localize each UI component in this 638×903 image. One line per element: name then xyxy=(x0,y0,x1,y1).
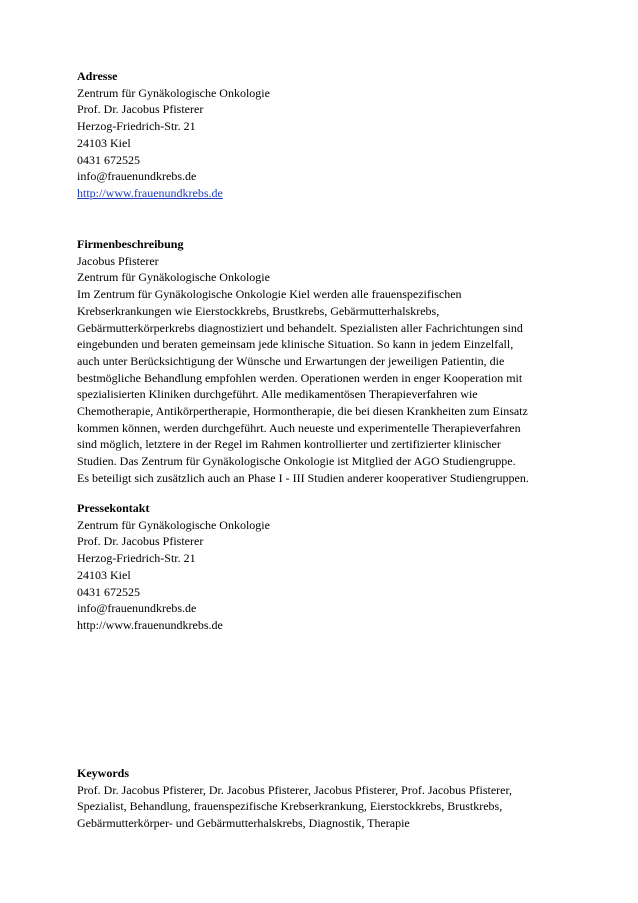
company-description-line: Jacobus Pfisterer xyxy=(77,253,159,268)
press-contact-section xyxy=(77,500,567,634)
company-description-line: kommen können, werden durchgeführt. Auch neueste und experimentelle Therapieverfahren xyxy=(77,420,521,435)
address-email: info@frauenundkrebs.de xyxy=(77,169,197,184)
press-contact-heading: Pressekontakt xyxy=(77,501,150,515)
company-description-line: Krebserkrankungen wie Eierstockkrebs, Brustkrebs, Gebärmutterhalskrebs, xyxy=(77,303,440,318)
press-contact-phone: 0431 672525 xyxy=(77,584,140,599)
address-org: Zentrum für Gynäkologische Onkologie xyxy=(77,85,270,100)
press-contact-email: info@frauenundkrebs.de xyxy=(77,601,197,616)
company-description-line: Gebärmutterkörperkrebs diagnostiziert und behandelt. Spezialisten aller Fachrichtungen sind xyxy=(77,320,523,335)
company-description-line: Studien. Das Zentrum für Gynäkologische Onkologie ist Mitglied der AGO Studiengruppe. xyxy=(77,454,516,469)
press-contact-city: 24103 Kiel xyxy=(77,567,131,582)
company-description-line: Es beteiligt sich zusätzlich auch an Phase I - III Studien anderer kooperativer Studiengruppen. xyxy=(77,470,529,485)
press-contact-person: Prof. Dr. Jacobus Pfisterer xyxy=(77,534,204,549)
press-contact-website: http://www.frauenundkrebs.de xyxy=(77,617,223,632)
company-description-line: auch unter Berücksichtigung der Wünsche und Erwartungen der jeweiligen Patientin, die xyxy=(77,353,505,368)
keywords-heading: Keywords xyxy=(77,766,129,780)
company-description-heading: Firmenbeschreibung xyxy=(77,237,184,251)
address-street: Herzog-Friedrich-Str. 21 xyxy=(77,119,196,134)
address-phone: 0431 672525 xyxy=(77,152,140,167)
press-contact-street: Herzog-Friedrich-Str. 21 xyxy=(77,551,196,566)
press-contact-org: Zentrum für Gynäkologische Onkologie xyxy=(77,517,270,532)
company-description-line: spezialisierten Kliniken durchgeführt. Alle medikamentösen Therapieverfahren wie xyxy=(77,387,478,402)
company-description-line: sind möglich, letztere in der Regel im Rahmen kontrollierter und zertifizierter klinischer xyxy=(77,437,501,452)
company-description-line: Zentrum für Gynäkologische Onkologie xyxy=(77,270,270,285)
address-website-link[interactable]: http://www.frauenundkrebs.de xyxy=(77,185,223,200)
address-city: 24103 Kiel xyxy=(77,135,131,150)
company-description-line: bestmögliche Behandlung empfohlen werden. Operationen werden in enger Kooperation mit xyxy=(77,370,523,385)
company-description-line: eingebunden und beraten gemeinsam jede klinische Situation. So kann in jedem Einzelfall, xyxy=(77,337,514,352)
address-person: Prof. Dr. Jacobus Pfisterer xyxy=(77,102,204,117)
keywords-line: Gebärmutterkörper- und Gebärmutterhalskrebs, Diagnostik, Therapie xyxy=(77,816,410,831)
keywords-line: Spezialist, Behandlung, frauenspezifische Krebserkrankung, Eierstockkrebs, Brustkrebs, xyxy=(77,799,503,814)
company-description-section xyxy=(77,236,567,487)
company-description-line: Chemotherapie, Antikörpertherapie, Hormontherapie, die bei diesen Krankheiten zum Einsatz xyxy=(77,404,528,419)
company-description-line: Im Zentrum für Gynäkologische Onkologie Kiel werden alle frauenspezifischen xyxy=(77,287,462,302)
address-heading: Adresse xyxy=(77,69,118,83)
keywords-section xyxy=(77,765,567,832)
address-section xyxy=(77,68,567,202)
keywords-line: Prof. Dr. Jacobus Pfisterer, Dr. Jacobus Pfisterer, Jacobus Pfisterer, Prof. Jacobus Pfisterer, xyxy=(77,782,512,797)
